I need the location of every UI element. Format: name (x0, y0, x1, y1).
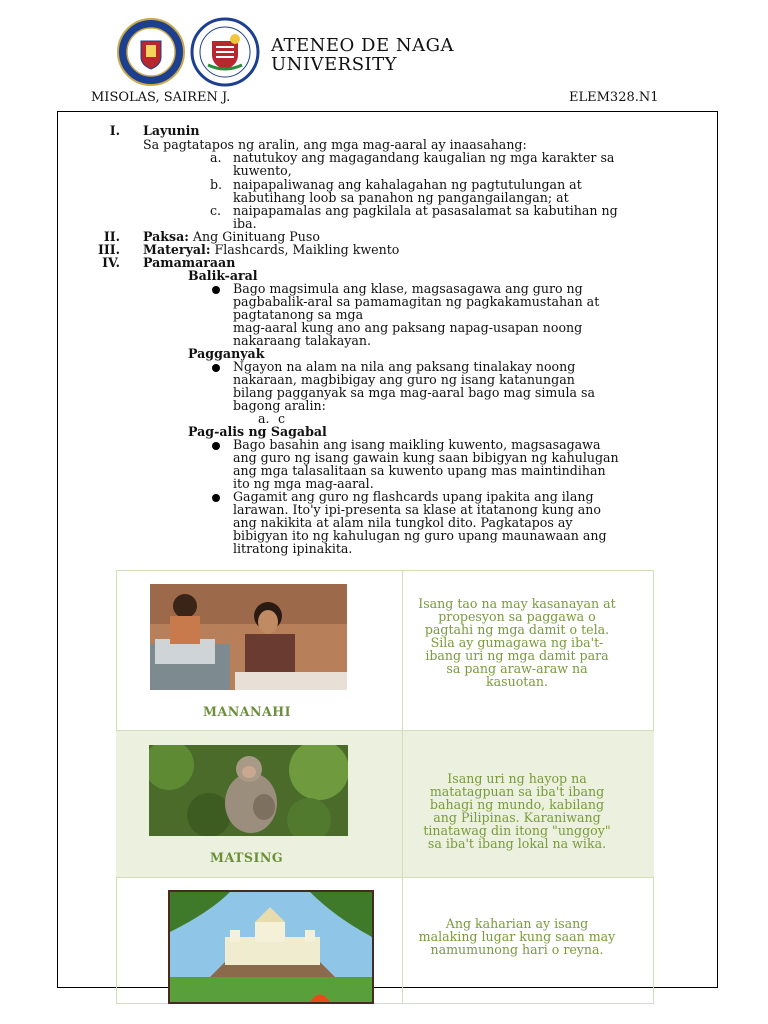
pag-alis-line: Bago basahin ang isang maikling kuwento, magsasagawa (233, 437, 601, 452)
definition-line: Isang uri ng hayop na (447, 771, 587, 786)
bullet-icon (212, 494, 220, 502)
definition-line: namumunong hari o reyna. (430, 942, 604, 957)
pag-alis-line: larawan. Ito'y ipi-presenta sa klase at itatanong kung ano (233, 502, 601, 517)
numeral-i: I. (109, 123, 120, 138)
balik-aral-line: mag-aaral kung ano ang paksang napag-usapan noong (233, 320, 583, 335)
university-name-line1: ATENEO DE NAGA (271, 35, 454, 56)
objective-marker: b. (210, 177, 223, 192)
table-row-divider (116, 877, 654, 878)
flashcard-word: MATSING (210, 850, 284, 865)
definition-line: Isang tao na may kasanayan at (418, 596, 616, 611)
objective-line: iba. (233, 216, 257, 231)
pamamaraan-heading: Pamamaraan (143, 255, 236, 270)
seamstress-photo (150, 584, 347, 690)
pag-alis-line: ito ng mga mag-aaral. (233, 476, 374, 491)
university-name (271, 36, 454, 74)
pagganyak-line: nakaraan, magbibigay ang guro ng isang katanungan (233, 372, 575, 387)
castle-illustration (168, 890, 374, 1004)
balik-aral-line: pagbabalik-aral sa pamamagitan ng pagkakamustahan at (233, 294, 600, 309)
definition-line: sa pang araw-araw na (446, 661, 588, 676)
bullet-icon (212, 364, 220, 372)
objective-line: natutukoy ang magagandang kaugalian ng mga karakter sa (233, 150, 615, 165)
definition-line: Ang kaharian ay isang (445, 916, 589, 931)
pagganyak-sub-item: c (278, 411, 286, 426)
objective-line: kabutihang loob sa panahon ng pangangailangan; at (233, 190, 569, 205)
definition-line: sa iba't ibang lokal na wika. (427, 836, 607, 851)
flashcard-definition (403, 597, 631, 688)
definition-line: tinatawag din itong "unggoy" (423, 823, 611, 838)
pagganyak-heading: Pagganyak (188, 346, 265, 361)
pag-alis-line: ang nakikita at alam nila tungkol dito. Pagkatapos ay (233, 515, 573, 530)
ateneo-seal-logo (116, 17, 184, 85)
college-of-education-seal-logo (190, 17, 258, 85)
student-name: MISOLAS, SAIREN J. (91, 90, 231, 105)
pag-alis-line: ang guro ng isang gawain kung saan bibigyan ng kahulugan (233, 450, 619, 465)
layunin-heading: Layunin (143, 123, 200, 138)
bullet-icon (212, 442, 220, 450)
paksa-value: Ang Ginituang Puso (188, 229, 320, 244)
bullet-icon (212, 286, 220, 294)
flashcard-definition (403, 772, 631, 850)
numeral-iii: III. (97, 242, 120, 257)
balik-aral-line: Bago magsimula ang klase, magsasagawa ang guro ng (233, 281, 583, 296)
flashcard-word: MANANAHI (203, 704, 292, 719)
university-name-line2: UNIVERSITY (271, 54, 398, 75)
table-row-divider (116, 730, 654, 731)
definition-line: ang Pilipinas. Karaniwang (433, 810, 601, 825)
monkey-photo (149, 745, 348, 836)
objective-line: naipapamalas ang pagkilala at pasasalamat sa kabutihan ng (233, 203, 618, 218)
objective-marker: c. (210, 203, 222, 218)
layunin-intro: Sa pagtatapos ng aralin, ang mga mag-aaral ay inaasahang: (143, 137, 527, 152)
pagganyak-line: bagong aralin: (233, 398, 326, 413)
definition-line: Sila ay gumagawa ng iba't- (430, 635, 604, 650)
balik-aral-heading: Balik-aral (188, 268, 258, 283)
definition-line: ibang uri ng mga damit para (425, 648, 609, 663)
pag-alis-line: Gagamit ang guro ng flashcards upang ipakita ang ilang (233, 489, 594, 504)
course-code: ELEM328.N1 (569, 90, 659, 105)
pag-alis-line: litratong ipinakita. (233, 541, 353, 556)
pagganyak-line: bilang pagganyak sa mga mag-aaral bago mag simula sa (233, 385, 595, 400)
balik-aral-line: pagtatanong sa mga (233, 307, 364, 322)
materyal-value: Flashcards, Maikling kwento (210, 242, 400, 257)
flashcard-definition (403, 917, 631, 956)
materyal-label: Materyal: (143, 242, 211, 257)
balik-aral-line: nakaraang talakayan. (233, 333, 371, 348)
definition-line: pagtahi ng mga damit o tela. (424, 622, 610, 637)
objective-line: naipapaliwanag ang kahalagahan ng pagtutulungan at (233, 177, 582, 192)
pag-alis-line: ang mga talasalitaan sa kuwento upang mas maintindihan (233, 463, 606, 478)
numeral-iv: IV. (102, 255, 120, 270)
pagganyak-sub-marker: a. (258, 411, 270, 426)
paksa-label: Paksa: (143, 229, 189, 244)
pagganyak-line: Ngayon na alam na nila ang paksang tinalakay noong (233, 359, 576, 374)
pag-alis-line: bibigyan ito ng kahulugan ng guro upang maunawaan ang (233, 528, 607, 543)
definition-line: malaking lugar kung saan may (418, 929, 616, 944)
definition-line: propesyon sa paggawa o (438, 609, 596, 624)
pag-alis-heading: Pag-alis ng Sagabal (188, 424, 327, 439)
objective-line: kuwento, (233, 163, 292, 178)
objective-marker: a. (210, 150, 222, 165)
definition-line: bahagi ng mundo, kabilang (429, 797, 605, 812)
definition-line: kasuotan. (486, 674, 548, 689)
definition-line: matatagpuan sa iba't ibang (429, 784, 605, 799)
numeral-ii: II. (103, 229, 120, 244)
